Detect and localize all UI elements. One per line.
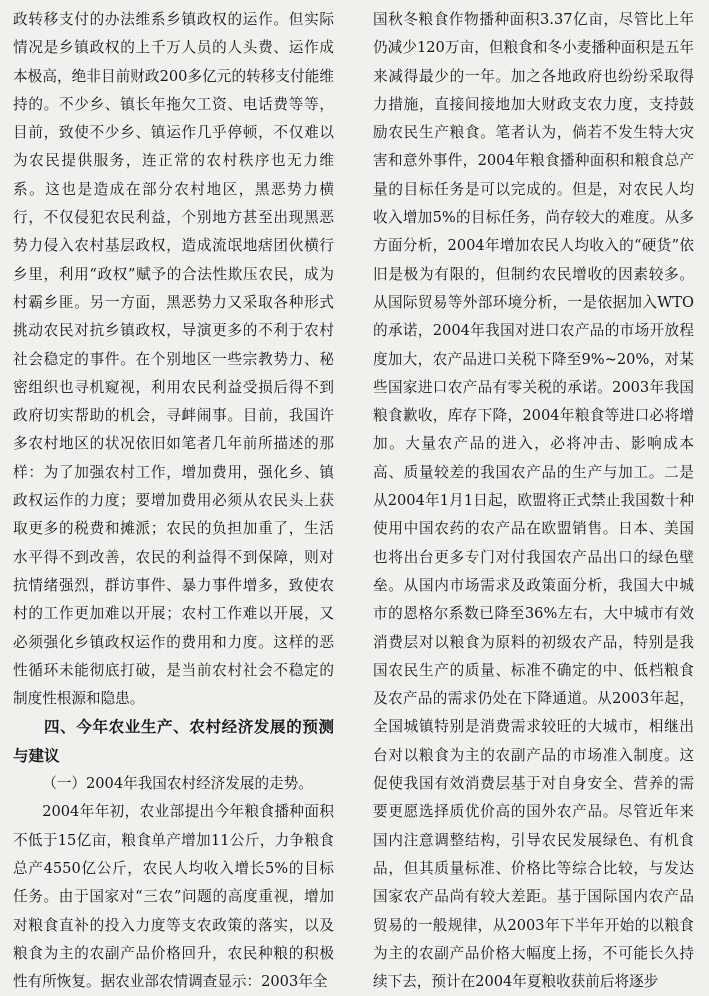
section-heading: 四、今年农业生产、农村经济发展的预测与建议 <box>13 718 334 765</box>
subsection-heading: （一）2004年我国农村经济发展的走势。 <box>42 775 313 793</box>
left-paragraph-continued: 政转移支付的办法维系乡镇政权的运作。但实际情况是乡镇政权的上千万人员的人头费、运作成本极高，绝非目前财政200多亿元的转移支付能维持的。不少乡、镇长年拖欠工资、电话费等等，目前，致使不少乡、镇运作几乎停顿，不仅难以为农民提供服务，连正常的农村秩序也无力维系。这也是造成在部分农村地区，黑恶势力横行，不仅侵犯农民利益，个别地方甚至出现黑恶势力侵入农村基层政权，造成流氓地痞团伙横行乡里，利用“政权”赋予的合法性欺压农民，成为村霸乡匪。另一方面，黑恶势力又采取各种形式挑动农民对抗乡镇政权，导演更多的不利于农村社会稳定的事件。在个别地区一些宗教势力、秘密组织也寻机窥视，利用农民利益受损后得不到政府切实帮助的机会，寻衅闹事。目前，我国许多农村地区的状况依旧如笔者几年前所描述的那样：为了加强农村工作，增加费用，强化乡、镇政权运作的力度；要增加费用必须从农民头上获取更多的税费和摊派；农民的负担加重了，生活水平得不到改善，农民的利益得不到保障，则对抗情绪强烈，群访事件、暴力事件增多，致使农村的工作更加难以开展；农村工作难以开展，又必须强化乡镇政权运作的费用和力度。这样的恶性循环未能彻底打破，是当前农村社会不稳定的制度性根源和隐患。 <box>13 11 334 708</box>
left-paragraph-forecast: 2004年年初，农业部提出今年粮食播种面积不低于15亿亩，粮食单产增加11公斤，力争粮食总产4550亿公斤，农民人均收入增长5%的目标任务。由于国家对“三农”问题的高度重视，增加对粮食直补的投入力度等支农政策的落实，以及粮食为主的农副产品价格回升，农民种粮的积极性有所恢复。据农业部农情调查显示：2003年全 <box>13 803 334 991</box>
left-column <box>13 6 334 996</box>
right-column <box>373 6 694 996</box>
right-paragraph-continued: 国秋冬粮食作物播种面积3.37亿亩，尽管比上年仍减少120万亩，但粮食和冬小麦播种面积是五年来减得最少的一年。加之各地政府也纷纷采取得力措施，直接间接地加大财政支农力度，支持鼓励农民生产粮食。笔者认为，倘若不发生特大灾害和意外事件，2004年粮食播种面积和粮食总产量的目标任务是可以完成的。但是，对农民人均收入增加5%的目标任务，尚存较大的难度。从多方面分析，2004年增加农民人均收入的“硬货”依旧是极为有限的，但制约农民增收的因素较多。从国际贸易等外部环境分析，一是依据加入WTO的承诺，2004年我国对进口农产品的市场开放程度加大，农产品进口关税下降至9%~20%，对某些国家进口农产品有零关税的承诺。2003年我国粮食歉收，库存下降，2004年粮食等进口必将增加。大量农产品的进入，必将冲击、影响成本高、质量较差的我国农产品的生产与加工。二是从2004年1月1日起，欧盟将正式禁止我国数十种使用中国农药的农产品在欧盟销售。日本、美国也将出台更多专门对付我国农产品出口的绿色壁垒。从国内市场需求及政策面分析，我国大中城市的恩格尔系数已降至36%左右，大中城市有效消费层对以粮食为原料的初级农产品，特别是我国农民生产的质量、标准不确定的中、低档粮食及农产品的需求仍处在下降通道。从2003年起，全国城镇特别是消费需求较旺的大城市，相继出台对以粮食为主的农副产品的市场准入制度。这促使我国有效消费层基于对自身安全、营养的需要更愿选择质优价高的国外农产品。尽管近年来国内注意调整结构，引导农民发展绿色、有机食品，但其质量标准、价格比等综合比较，与发达国家农产品尚有较大差距。基于国际国内农产品贸易的一般规律，从2003年下半年开始的以粮食为主的农副产品价格大幅度上扬，不可能长久持续下去，预计在2004年夏粮收获前后将逐步 <box>373 11 694 991</box>
